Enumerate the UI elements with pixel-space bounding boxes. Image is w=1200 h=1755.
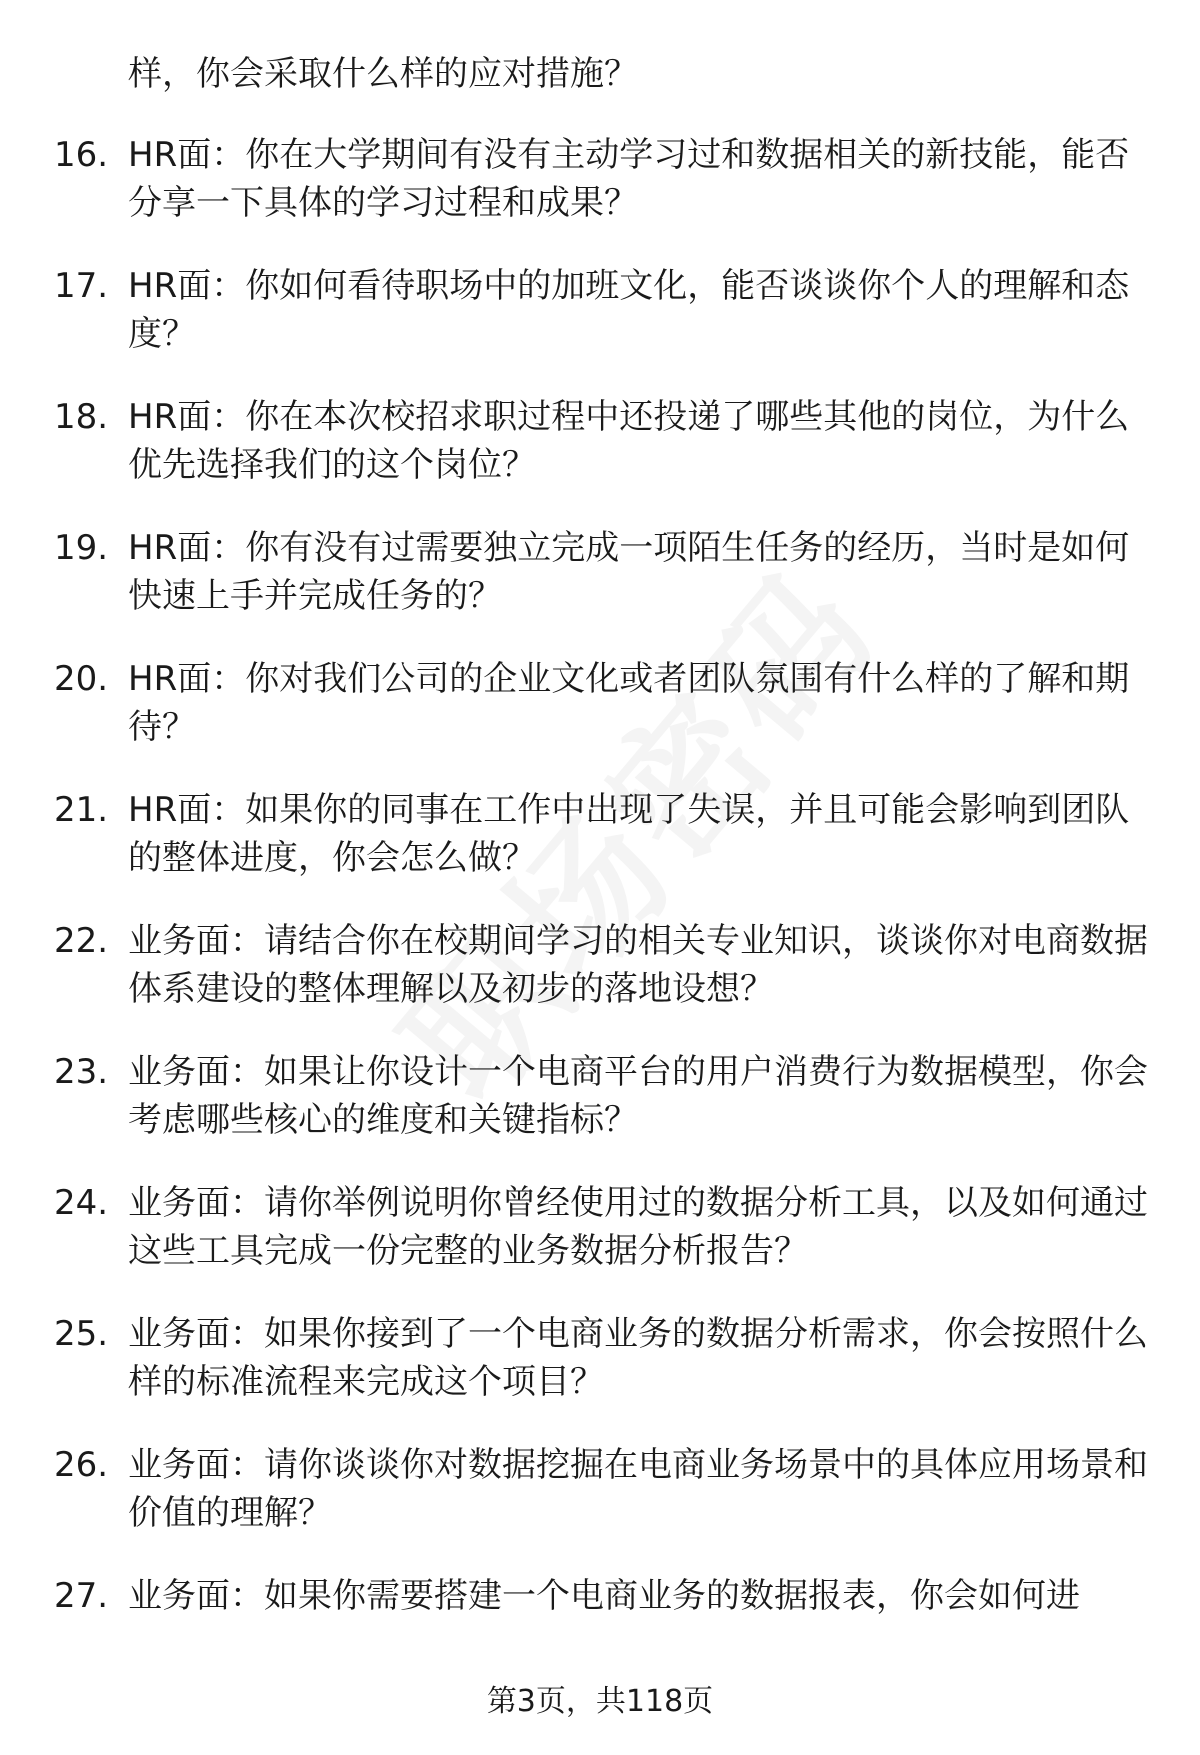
question-text: HR面：你对我们公司的企业文化或者团队氛围有什么样的了解和期待？ [128,659,1130,747]
question-number: 23. [54,1052,109,1092]
question-text: 样，你会采取什么样的应对措施？ [128,54,638,94]
question-number: 17. [54,266,109,306]
question-text: HR面：你在本次校招求职过程中还投递了哪些其他的岗位，为什么优先选择我们的这个岗位？ [128,397,1130,485]
question-text: HR面：如果你的同事在工作中出现了失误，并且可能会影响到团队的整体进度，你会怎么做？ [128,790,1130,878]
question-text: 业务面：如果你接到了一个电商业务的数据分析需求，你会按照什么样的标准流程来完成这个项目？ [128,1314,1148,1402]
question-number: 22. [54,921,109,961]
question-number: 26. [54,1445,109,1485]
question-number: 20. [54,659,109,699]
question-number: 18. [54,397,109,437]
question-number: 16. [54,135,109,175]
question-text: HR面：你有没有过需要独立完成一项陌生任务的经历，当时是如何快速上手并完成任务的？ [128,528,1130,616]
page-footer: 第3页，共118页 [486,1684,714,1719]
question-text: 业务面：请你谈谈你对数据挖掘在电商业务场景中的具体应用场景和价值的理解？ [128,1445,1148,1533]
question-number: 24. [54,1183,109,1223]
question-text: 业务面：如果你需要搭建一个电商业务的数据报表，你会如何进 [128,1576,1080,1616]
question-text: 业务面：如果让你设计一个电商平台的用户消费行为数据模型，你会考虑哪些核心的维度和关键指标？ [128,1052,1148,1140]
question-number: 19. [54,528,109,568]
question-text: 业务面：请你举例说明你曾经使用过的数据分析工具，以及如何通过这些工具完成一份完整的业务数据分析报告？ [128,1183,1148,1271]
question-number: 27. [54,1576,109,1616]
question-number: 25. [54,1314,109,1354]
question-text: 业务面：请结合你在校期间学习的相关专业知识，谈谈你对电商数据体系建设的整体理解以及初步的落地设想？ [128,921,1148,1009]
question-number: 21. [54,790,109,830]
question-text: HR面：你如何看待职场中的加班文化，能否谈谈你个人的理解和态度？ [128,266,1130,354]
question-text: HR面：你在大学期间有没有主动学习过和数据相关的新技能，能否分享一下具体的学习过程和成果？ [128,135,1130,223]
